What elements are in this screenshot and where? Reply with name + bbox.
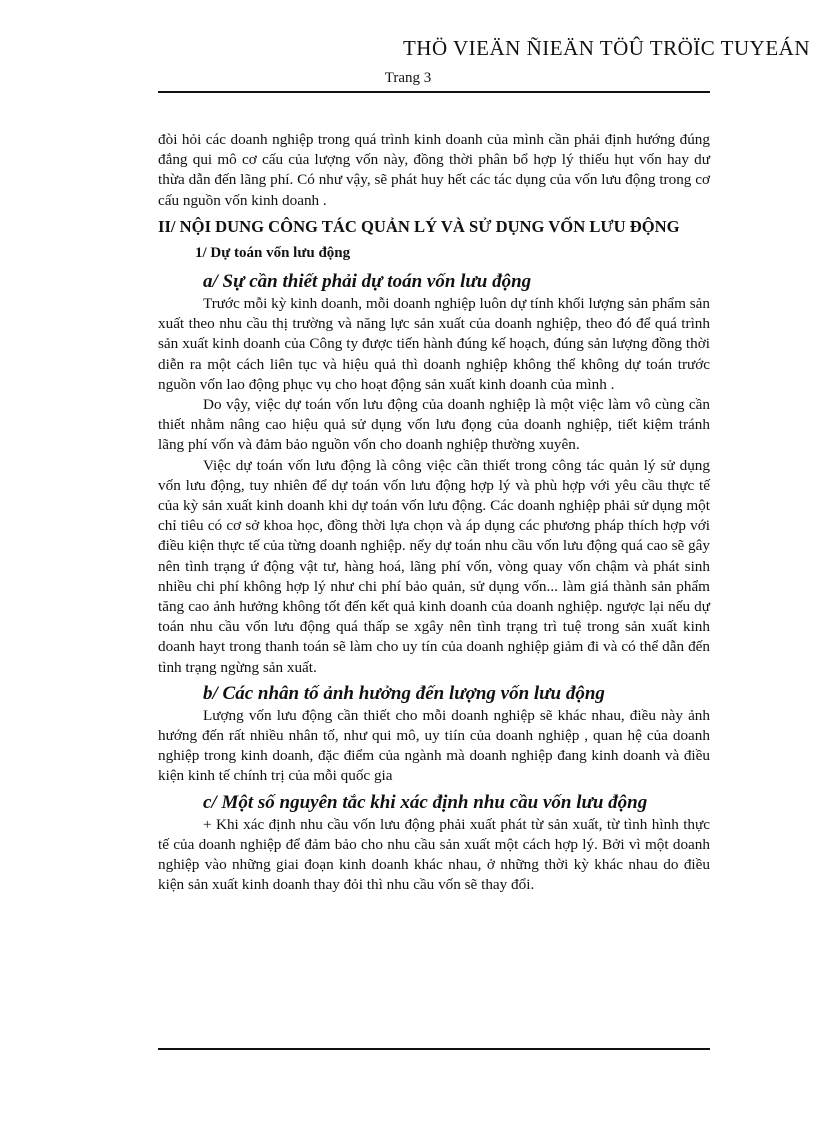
page-content xyxy=(158,130,710,896)
paragraph-c1: + Khi xác định nhu cầu vốn lưu động phải xuất phát từ sản xuất, từ tình hình thực tế của doanh nghiệp để đảm bảo cho nhu cầu sản xuất một cách hợp lý. Bởi vì một doanh nghiệp vào những giai đoạn kinh doanh khác nhau, ở những thời kỳ khác nhau do điều kiện sản xuất kinh doanh thay đỏi thì nhu cầu vốn sẽ thay đổi. xyxy=(158,815,710,894)
heading-a: a/ Sự cần thiết phải dự toán vốn lưu động xyxy=(203,271,532,293)
intro-paragraph: đòi hỏi các doanh nghiệp trong quá trình kinh doanh của mình cần phải định hướng đúng đắng qui mô cơ cấu của lượng vốn này, đồng thời phân bổ hợp lý thiếu hụt vốn hay dư thừa dẫn đến lãng phí. Có như vậy, sẽ phát huy hết các tác dụng của vốn lưu động trong cơ cấu nguồn vốn kinh doanh . xyxy=(158,131,710,209)
paragraph-b1: Lượng vốn lưu động cần thiết cho mỗi doanh nghiệp sẽ khác nhau, điều này ảnh hướng đến rất nhiều nhân tố, như qui mô, uy tiín của doanh nghiệp , quan hệ của doanh nghiệp trong kinh doanh, đặc điểm của ngành mà doanh nghiệp đang kinh doanh và điều kiện kinh tế chính trị của mỗi quốc gia xyxy=(158,706,710,785)
heading-c: c/ Một số nguyên tắc khi xác định nhu cầu vốn lưu động xyxy=(203,791,648,813)
paragraph-a2: Do vậy, việc dự toán vốn lưu động của doanh nghiệp là một việc làm vô cùng cần thiết nhằm nâng cao hiệu quả sử dụng vốn lưu đọng của doanh nghiệp, tiết kiệm tránh lãng phí vốn và đảm bảo nguồn vốn cho doanh nghiệp thường xuyên. xyxy=(158,396,710,454)
subsection-heading: 1/ Dự toán vốn lưu động xyxy=(195,244,351,261)
page-number: Trang 3 xyxy=(384,70,432,86)
section-heading: II/ NỘI DUNG CÔNG TÁC QUẢN LÝ VÀ SỬ DỤNG VỐN LƯU ĐỘNG xyxy=(158,216,680,236)
site-title: THÖ VIEÄN ÑIEÄN TÖÛ TRÖÏC TUYEÁN xyxy=(402,36,810,60)
paragraph-a1: Trước mỗi kỳ kinh doanh, mỗi doanh nghiệp luôn dự tính khối lượng sản phẩm sản xuất theo nhu cầu thị trường và năng lực sản xuất của doanh nghiệp, theo đó để quá trình sản xuất kinh doanh của Công ty được tiến hành đúng kế hoạch, đúng sản lượng đồng thời diễn ra một cách liên tục và hiệu quả thì doanh nghiệp không thể không dự toán trước nguồn vốn lao động phục vụ cho hoạt động sản xuất kinh doanh của mình . xyxy=(158,295,710,393)
header-rule xyxy=(158,91,710,93)
heading-b: b/ Các nhân tố ảnh hưởng đến lượng vốn lưu động xyxy=(203,682,605,704)
footer-rule xyxy=(158,1048,710,1050)
paragraph-a3: Việc dự toán vốn lưu động là công việc cần thiết trong công tác quản lý sử dụng vốn lưu động, tuy nhiên để dự toán vốn lưu động hợp lý và phù hợp với yêu cầu thực tế của kỳ sản xuất kinh doanh khi dự toán vốn lưu động. Các doanh nghiệp phải sử dụng một chỉ tiêu có cơ sở khoa học, đồng thời lựa chọn và áp dụng các phương pháp thích hợp với điều kiện thực tế của từng doanh nghiệp. nếy dự toán nhu cầu vốn lưu động quá cao sẽ gây nên tình trạng ứ động vật tư, hàng hoá, lãng phí vốn, vòng quay vốn chậm và phát sinh nhiều chi phí không hợp lý như chi phí bảo quản, sử dụng vốn... làm giá thành sản phẩm tăng cao ảnh hưởng không tốt đến kết quả kinh doanh của doanh nghiệp. ngược lại nếu dự toán nhu cầu vốn lưu động quá thấp se xgây nên tình trạng trì tuệ trong sản xuất kinh doanh hayt trong thanh toán sẽ làm cho uy tín của doanh nghiệp giảm đi và có thể dẫn đến tình trạng ngừng sản xuất. xyxy=(158,456,710,676)
